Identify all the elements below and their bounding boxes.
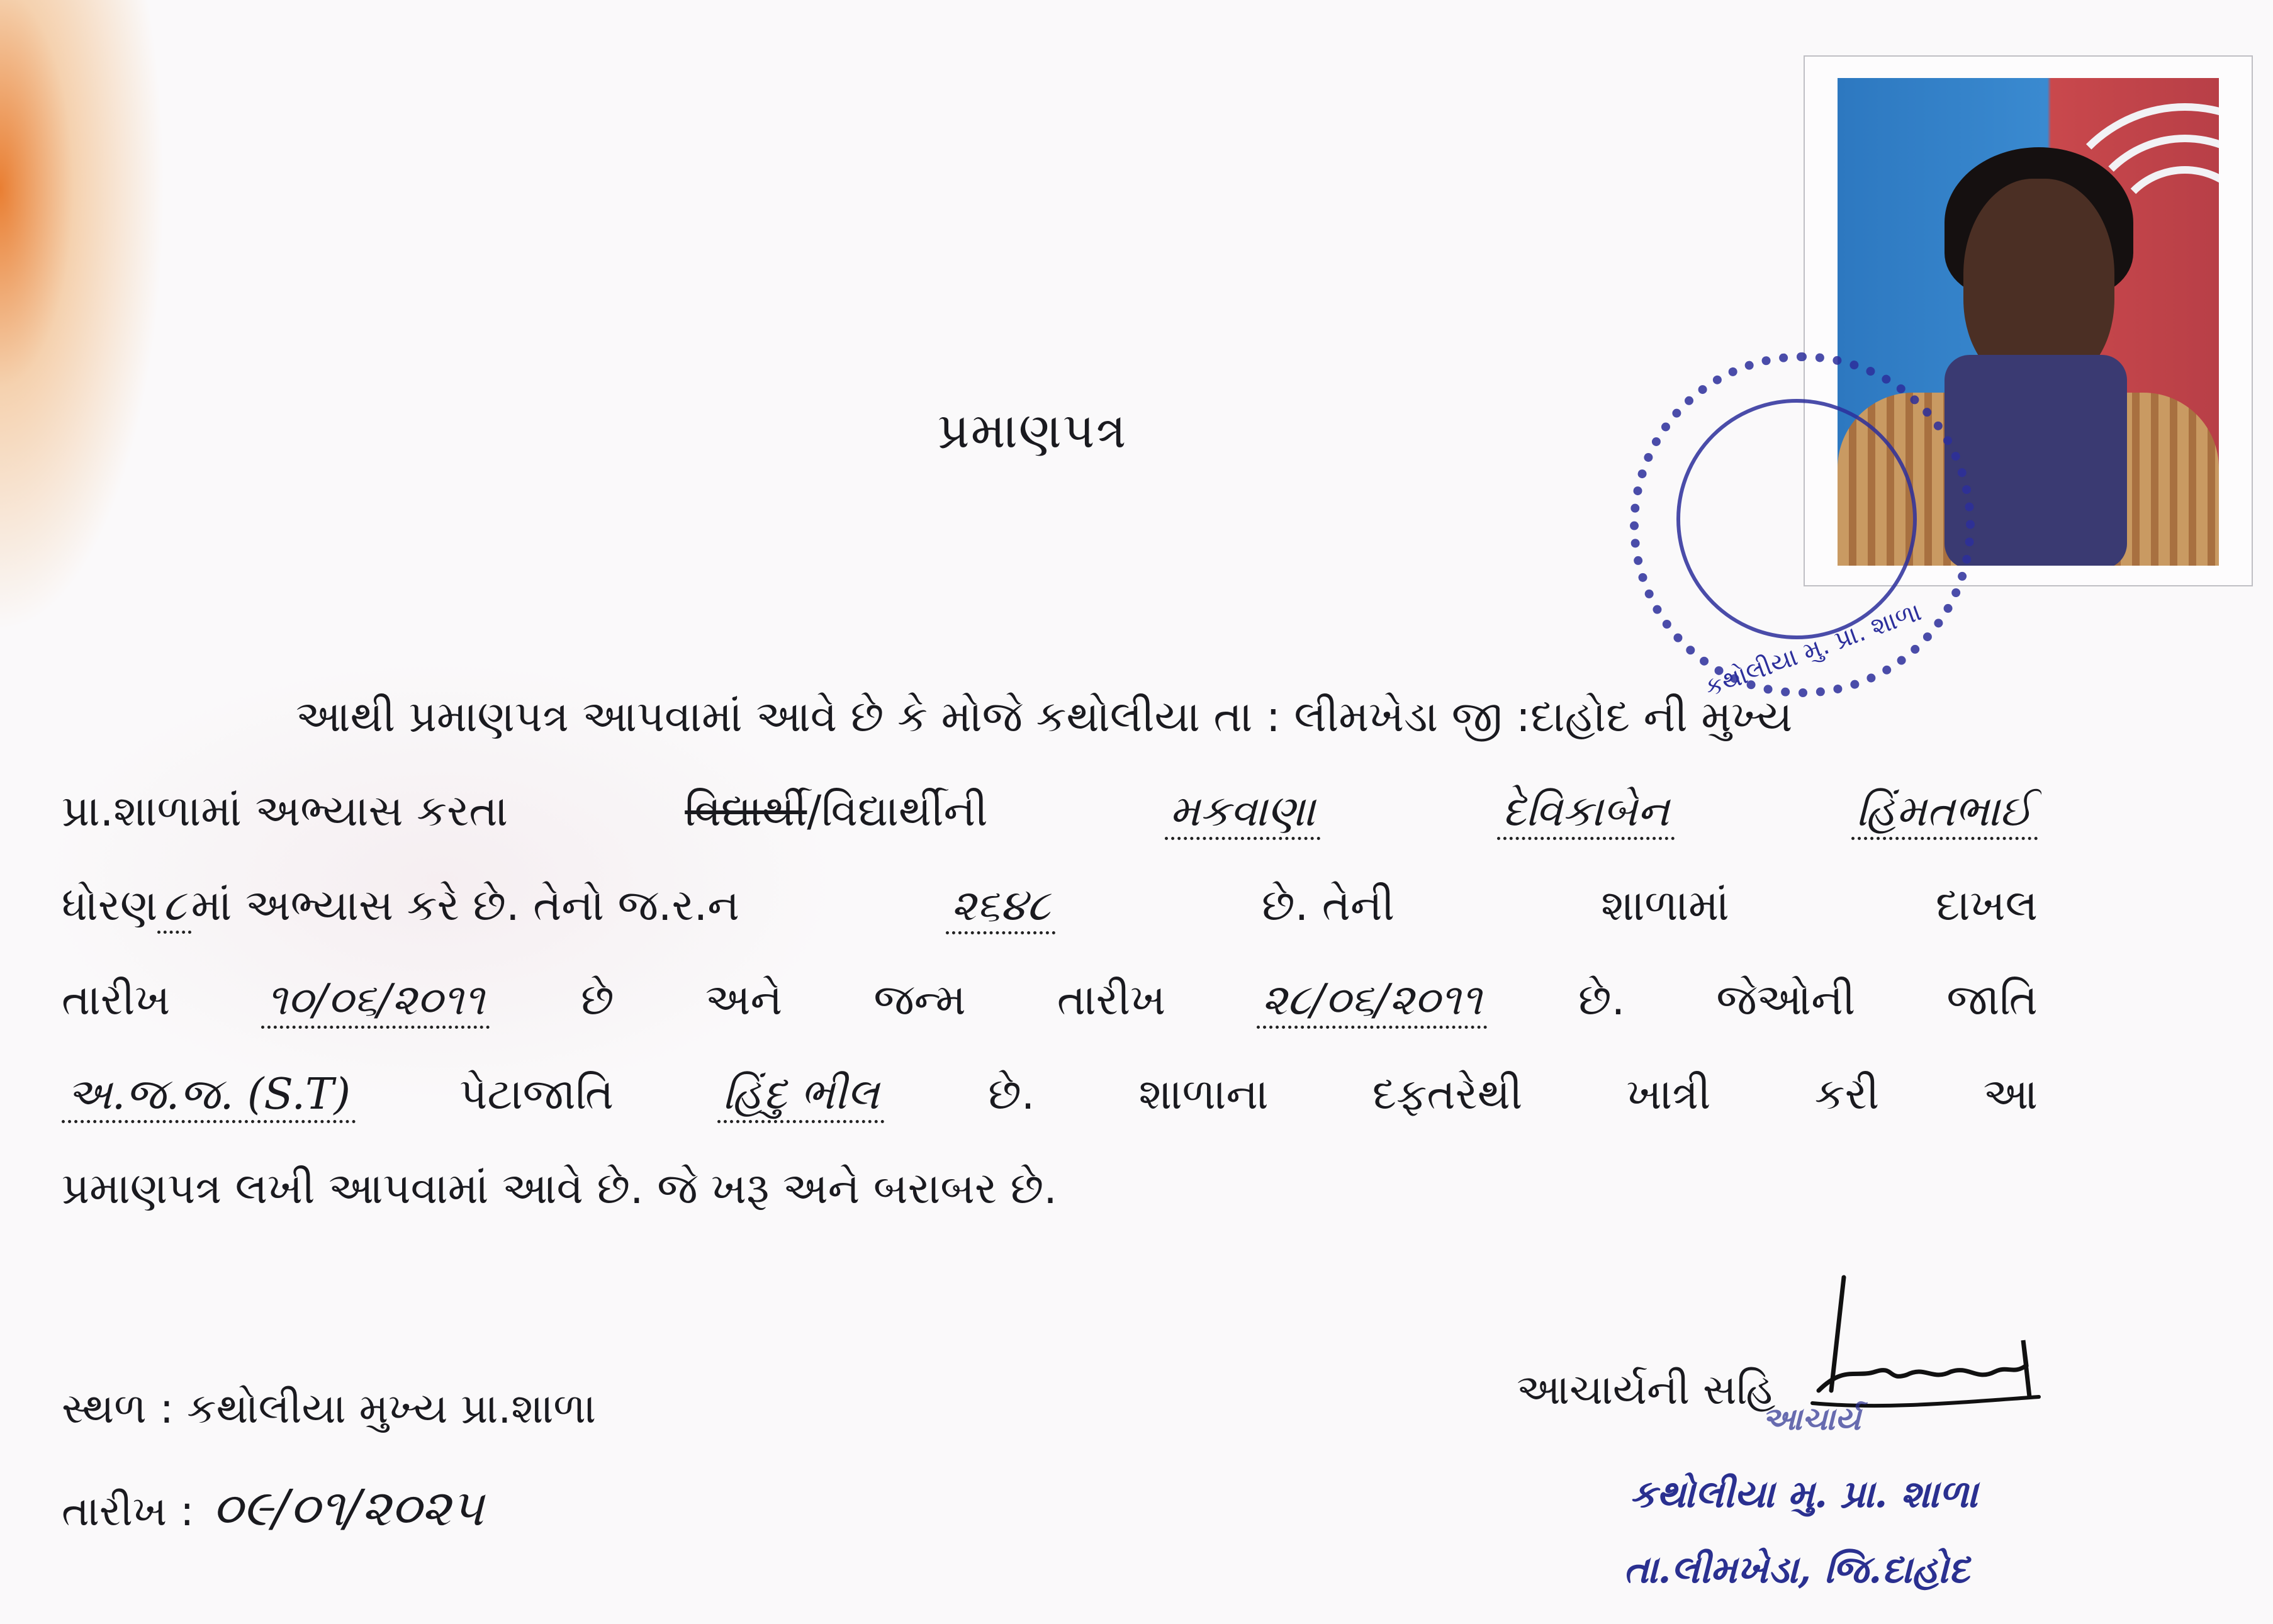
body-line-3 (62, 881, 2038, 934)
seal-designation: આચાર્ય (1762, 1400, 1861, 1437)
standard-value: ૮ (157, 881, 191, 934)
line4-word: તારીખ (62, 975, 171, 1025)
line5-word: છે. (988, 1070, 1035, 1119)
line5-word: દફતરેથી (1372, 1070, 1523, 1119)
stamp-text: કથોલીયા મુ. પ્રા. શાળા (1701, 597, 1926, 703)
page-title: પ્રમાણપત્ર (938, 403, 1128, 459)
line5-word: ખાત્રી (1626, 1070, 1711, 1119)
line3-start: ધોરણ ૮ માં અભ્યાસ કરે છે. તેનો જ.ર.ન (62, 881, 739, 934)
gr-number: ૨૬૪૮ (946, 881, 1055, 934)
principal-signature (1806, 1271, 2045, 1472)
line4-word: જન્મ (873, 975, 966, 1025)
body-line-6: પ્રમાણપત્ર લખી આપવામાં આવે છે. જે ખરૂ અને બરાબર છે. (62, 1164, 1057, 1214)
date-label: તારીખ : (62, 1487, 194, 1535)
seal-school-name: કથોલીયા મુ. પ્રા. શાળા (1630, 1472, 1978, 1516)
line2-prefix: પ્રા.શાળામાં અભ્યાસ કરતા (62, 787, 508, 836)
line4-word: અને (705, 975, 783, 1025)
student-surname: મકવાણા (1165, 787, 1320, 840)
line4-word: જાતિ (1946, 975, 2038, 1025)
subcaste-value: હિંદુ ભીલ (717, 1070, 884, 1123)
body-line-4 (62, 975, 2038, 1029)
admission-date: ૧૦/૦૬/૨૦૧૧ (261, 975, 490, 1029)
caste-value: અ.જ.જ. (S.T) (62, 1070, 356, 1123)
line4-word: તારીખ (1057, 975, 1166, 1025)
date-value: ૦૯/૦૧/૨૦૨૫ (212, 1479, 484, 1537)
body-line-2 (62, 787, 2038, 840)
line3-word: છે. તેની (1262, 881, 1395, 931)
line5-word: શાળાના (1138, 1070, 1269, 1119)
student-father-name: હિંમતભાઈ (1851, 787, 2038, 840)
place-line: સ્થળ : કથોલીયા મુખ્ય પ્રા.શાળા (62, 1384, 597, 1433)
body-line-1: આથી પ્રમાણપત્ર આપવામાં આવે છે કે મોજે કથોલીયા તા : લીમખેડા જી :દાહોદ ની મુખ્ય (296, 692, 1793, 742)
seal-school-address: તા.લીમખેડા, જિ.દાહોદ (1624, 1548, 1970, 1592)
student-type: વિદ્યાર્થી/વિદ્યાર્થીની (685, 787, 988, 836)
line4-word: છે. (1578, 975, 1625, 1025)
line4-word: જેઓની (1716, 975, 1856, 1025)
line5-word: કરી (1814, 1070, 1880, 1119)
line5-word: આ (1983, 1070, 2038, 1119)
signature-label: આચાર્યની સહિ (1517, 1365, 1776, 1414)
line3-word: શાળામાં (1601, 881, 1729, 931)
birth-date: ૨૮/૦૬/૨૦૧૧ (1257, 975, 1487, 1029)
line3-word: દાખલ (1936, 881, 2038, 931)
line4-word: છે (581, 975, 614, 1025)
date-line (62, 1479, 489, 1538)
student-name: દેવિકાબેન (1497, 787, 1675, 840)
line5-word: પેટાજાતિ (459, 1070, 614, 1119)
body-line-5 (62, 1070, 2038, 1123)
